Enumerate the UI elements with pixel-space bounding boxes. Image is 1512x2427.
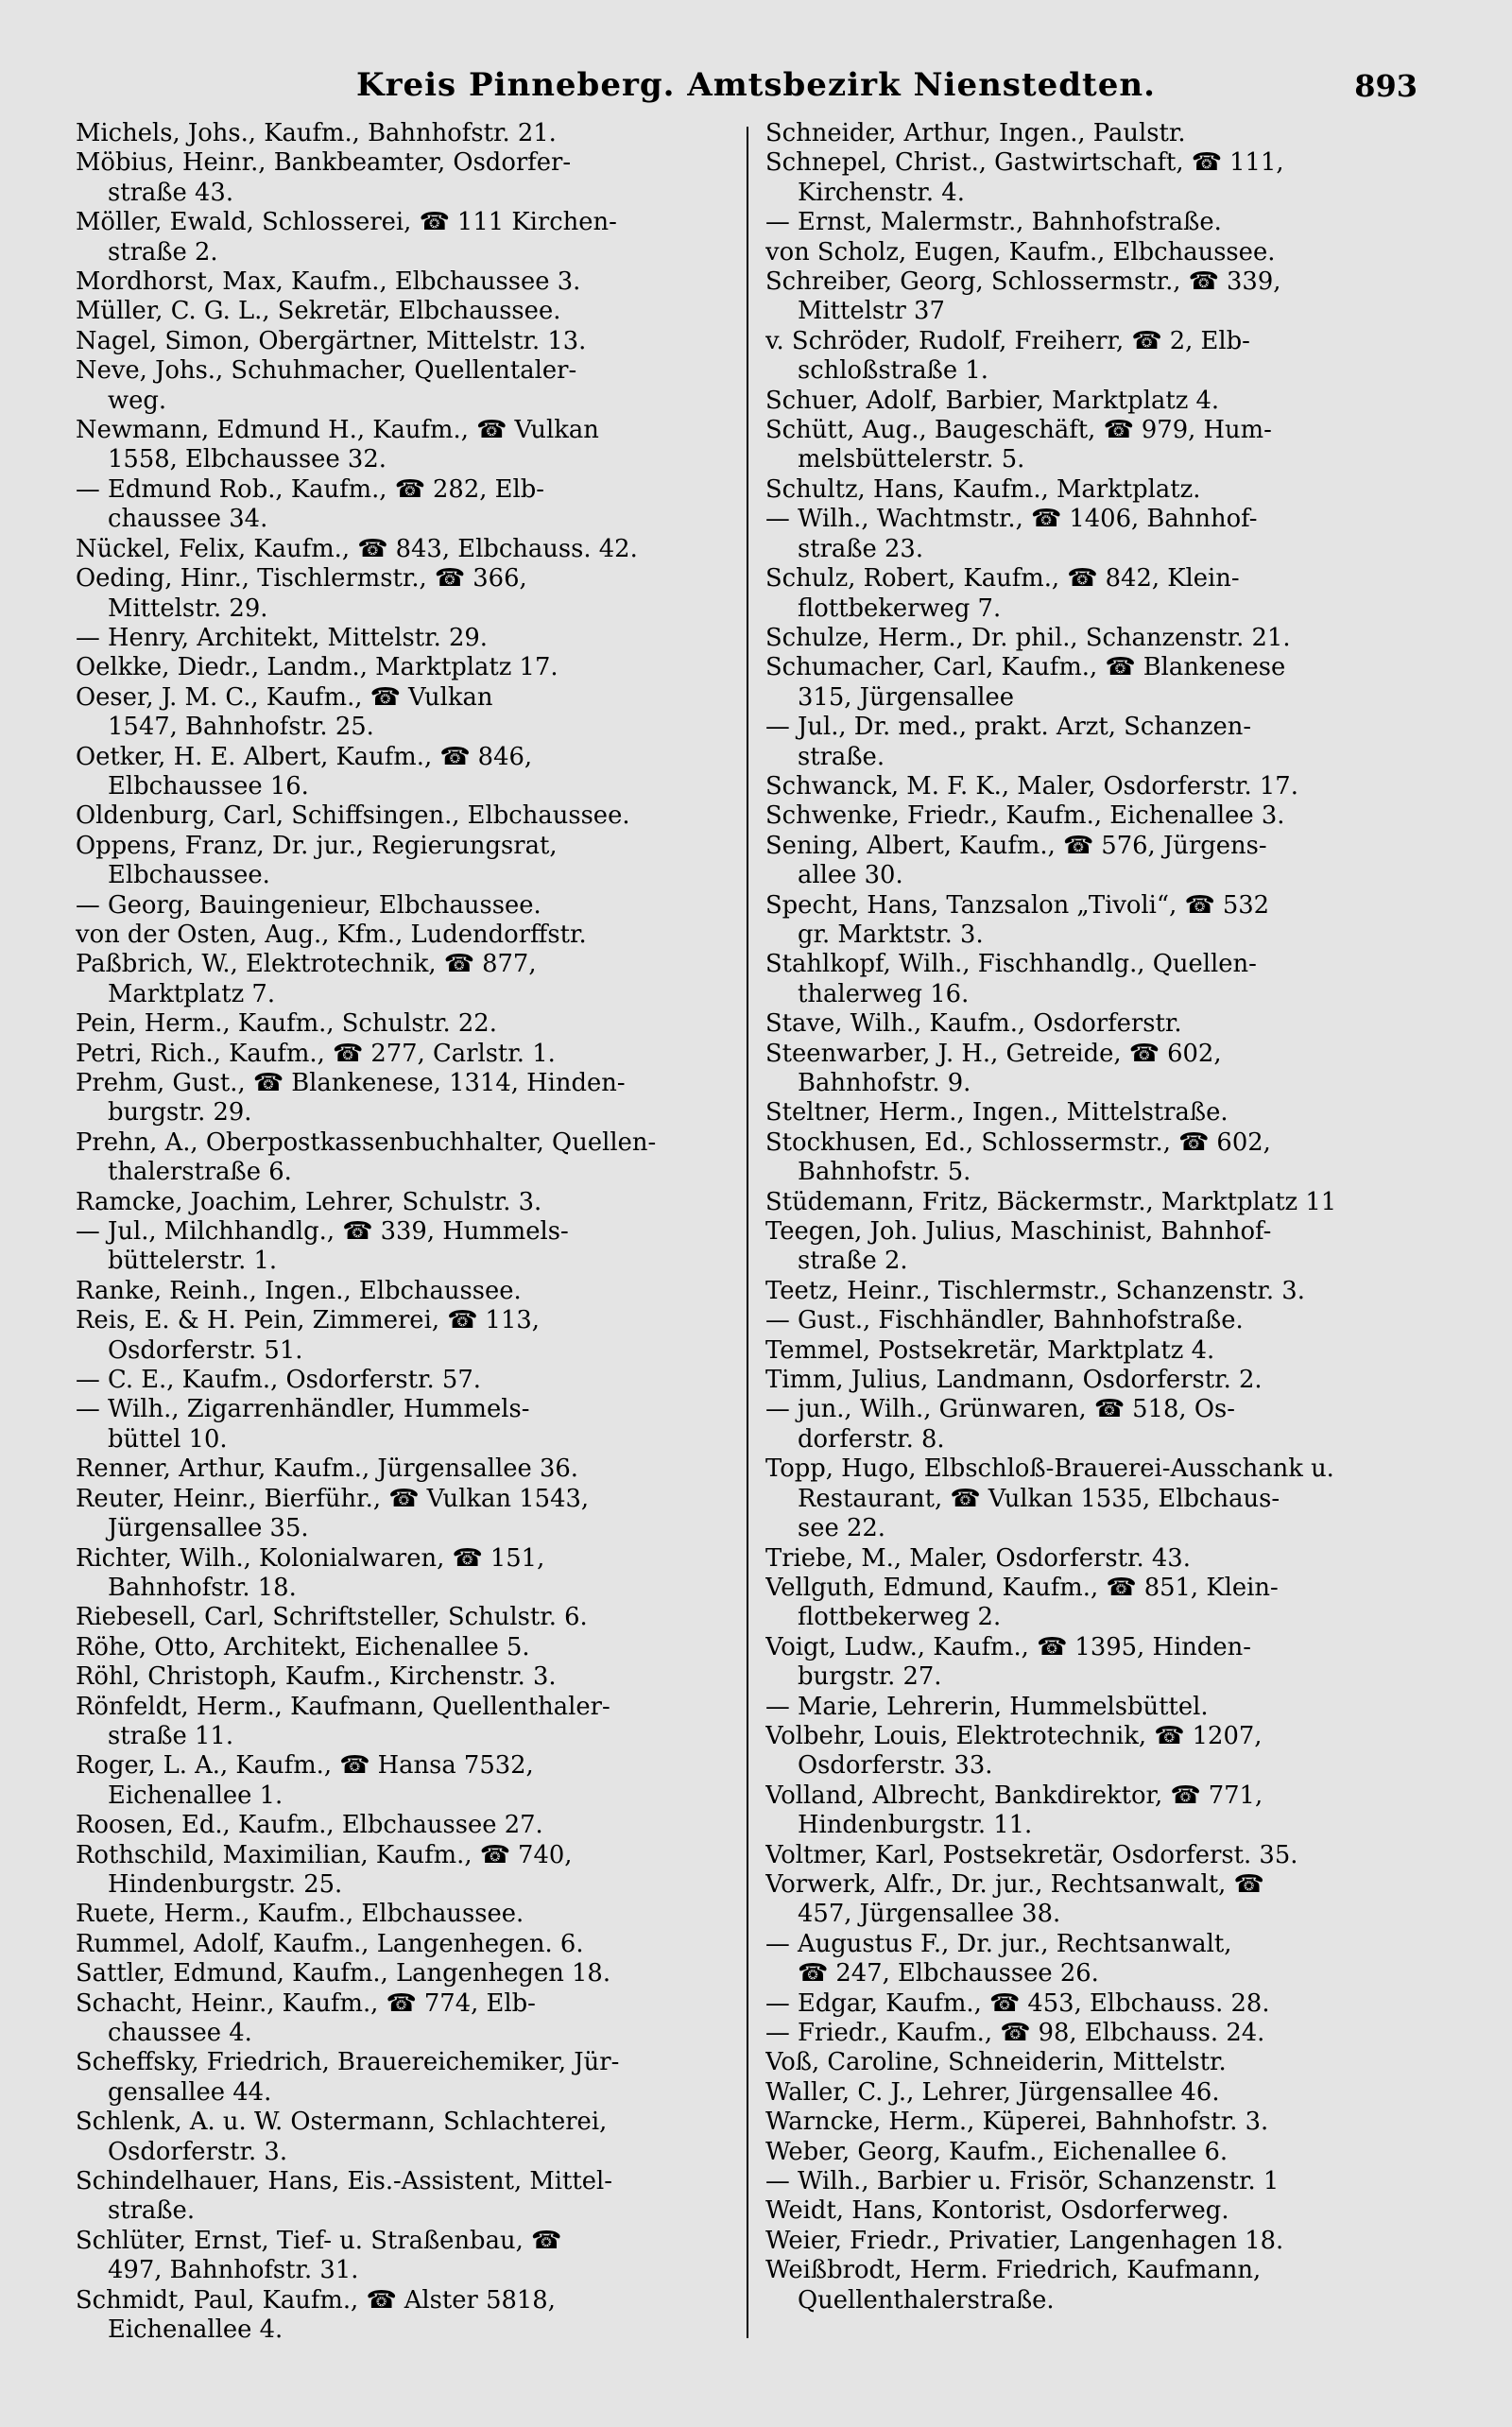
- page-number: 893: [1354, 68, 1418, 104]
- entry-continuation: ☎ 247, Elbchaussee 26.: [798, 1959, 1099, 1988]
- entry-line: Riebesell, Carl, Schriftsteller, Schulstr. 6.: [76, 1603, 588, 1632]
- directory-entry: [765, 1454, 1427, 1543]
- entry-continuation: flottbekerweg 7.: [798, 594, 1002, 623]
- entry-line: — Henry, Architekt, Mittelstr. 29.: [76, 623, 489, 652]
- entry-continuation: 315, Jürgensallee: [798, 682, 1014, 712]
- entry-continuation: chaussee 4.: [108, 2019, 252, 2047]
- entry-line: Vellguth, Edmund, Kaufm., ☎ 851, Klein-: [765, 1573, 1279, 1602]
- entry-continuation: Hindenburgstr. 25.: [108, 1869, 343, 1899]
- entry-line: Roosen, Ed., Kaufm., Elbchaussee 27.: [76, 1811, 543, 1840]
- entry-line: — Edgar, Kaufm., ☎ 453, Elbchauss. 28.: [765, 1988, 1270, 2018]
- directory-entry: [765, 1693, 1427, 1722]
- directory-entry: [765, 267, 1427, 327]
- column-divider: [747, 127, 748, 2338]
- entry-line: — Edmund Rob., Kaufm., ☎ 282, Elb-: [76, 474, 544, 504]
- directory-entry: [765, 148, 1427, 208]
- entry-line: Stave, Wilh., Kaufm., Osdorferstr.: [765, 1009, 1182, 1039]
- left-column: [76, 119, 737, 2387]
- entry-line: — Georg, Bauingenieur, Elbchaussee.: [76, 890, 541, 920]
- entry-line: Schnepel, Christ., Gastwirtschaft, ☎ 111,: [765, 148, 1284, 178]
- directory-entry: [76, 1277, 737, 1306]
- entry-continuation: Bahnhofstr. 5.: [798, 1158, 971, 1187]
- entry-line: — jun., Wilh., Grünwaren, ☎ 518, Os-: [765, 1395, 1235, 1424]
- directory-entry: [765, 653, 1427, 713]
- entry-line: Oppens, Franz, Dr. jur., Regierungsrat,: [76, 831, 558, 860]
- entry-continuation: weg.: [108, 386, 167, 415]
- entry-line: Temmel, Postsekretär, Marktplatz 4.: [765, 1335, 1215, 1365]
- entry-continuation: 1547, Bahnhofstr. 25.: [108, 713, 374, 742]
- directory-entry: [76, 743, 737, 802]
- entry-line: Steenwarber, J. H., Getreide, ☎ 602,: [765, 1039, 1222, 1068]
- directory-entry: [76, 2167, 737, 2227]
- entry-line: Schlüter, Ernst, Tief- u. Straßenbau, ☎: [76, 2226, 562, 2255]
- entry-line: Schindelhauer, Hans, Eis.-Assistent, Mittel-: [76, 2167, 613, 2196]
- entry-line: Pein, Herm., Kaufm., Schulstr. 22.: [76, 1009, 497, 1039]
- entry-line: Voltmer, Karl, Postsekretär, Osdorferst. 35.: [765, 1840, 1298, 1869]
- directory-entry: [765, 801, 1427, 831]
- entry-line: Paßbrich, W., Elektrotechnik, ☎ 877,: [76, 950, 537, 979]
- directory-entry: [76, 1751, 737, 1811]
- entry-line: Schreiber, Georg, Schlossermstr., ☎ 339,: [765, 267, 1281, 297]
- entry-continuation: Jürgensallee 35.: [108, 1514, 309, 1543]
- entry-line: Schuer, Adolf, Barbier, Marktplatz 4.: [765, 386, 1220, 415]
- entry-line: Schlenk, A. u. W. Ostermann, Schlachterei,: [76, 2108, 608, 2137]
- directory-entry: [765, 1217, 1427, 1277]
- entry-line: Oldenburg, Carl, Schiffsingen., Elbchaussee.: [76, 801, 630, 831]
- entry-continuation: Marktplatz 7.: [108, 979, 276, 1008]
- directory-entry: [76, 653, 737, 682]
- entry-continuation: schloßstraße 1.: [798, 356, 988, 386]
- entry-line: Sattler, Edmund, Kaufm., Langenhegen 18.: [76, 1959, 611, 1988]
- entry-continuation: gensallee 44.: [108, 2077, 272, 2107]
- entry-line: Stüdemann, Fritz, Bäckermstr., Marktplatz 11: [765, 1187, 1337, 1216]
- directory-entry: [76, 1544, 737, 1604]
- entry-line: Warncke, Herm., Küperei, Bahnhofstr. 3.: [765, 2108, 1269, 2137]
- directory-entry: [76, 2048, 737, 2108]
- entry-continuation: thalerstraße 6.: [108, 1158, 292, 1187]
- directory-entry: [765, 2019, 1427, 2048]
- entry-continuation: büttel 10.: [108, 1424, 228, 1454]
- directory-entry: [76, 2108, 737, 2167]
- entry-line: Röhe, Otto, Architekt, Eichenallee 5.: [76, 1632, 530, 1661]
- entry-line: Sening, Albert, Kaufm., ☎ 576, Jürgens-: [765, 831, 1267, 860]
- directory-entry: [765, 1395, 1427, 1454]
- entry-line: Rönfeldt, Herm., Kaufmann, Quellenthaler-: [76, 1692, 610, 1721]
- directory-entry: [76, 297, 737, 326]
- entry-line: Schütt, Aug., Baugeschäft, ☎ 979, Hum-: [765, 416, 1272, 445]
- directory-entry: [76, 1306, 737, 1366]
- directory-entry: [76, 1841, 737, 1901]
- directory-entry: [765, 1098, 1427, 1127]
- entry-line: Schulz, Robert, Kaufm., ☎ 842, Klein-: [765, 564, 1240, 594]
- entry-line: — Gust., Fischhändler, Bahnhofstraße.: [765, 1306, 1244, 1335]
- directory-entry: [76, 416, 737, 475]
- entry-line: Reuter, Heinr., Bierführ., ☎ Vulkan 1543,: [76, 1484, 590, 1513]
- entry-line: Oeding, Hinr., Tischlermstr., ☎ 366,: [76, 564, 527, 594]
- entry-line: Rummel, Adolf, Kaufm., Langenhegen. 6.: [76, 1929, 584, 1958]
- entry-line: Nagel, Simon, Obergärtner, Mittelstr. 13.: [76, 326, 587, 355]
- directory-entry: [76, 356, 737, 416]
- entry-continuation: allee 30.: [798, 861, 903, 890]
- directory-entry: [765, 2048, 1427, 2077]
- entry-continuation: Bahnhofstr. 9.: [798, 1069, 971, 1097]
- entry-continuation: flottbekerweg 2.: [798, 1603, 1002, 1632]
- entry-line: — Wilh., Wachtmstr., ☎ 1406, Bahnhof-: [765, 505, 1258, 534]
- entry-line: Teegen, Joh. Julius, Maschinist, Bahnhof-: [765, 1217, 1272, 1247]
- entry-line: — Marie, Lehrerin, Hummelsbüttel.: [765, 1692, 1209, 1721]
- directory-entry: [765, 1782, 1427, 1841]
- directory-entry: [765, 1633, 1427, 1693]
- entry-line: von Scholz, Eugen, Kaufm., Elbchaussee.: [765, 237, 1276, 267]
- entry-continuation: straße 2.: [798, 1247, 908, 1276]
- entry-continuation: Mittelstr 37: [798, 297, 945, 326]
- entry-line: Volbehr, Louis, Elektrotechnik, ☎ 1207,: [765, 1721, 1263, 1750]
- directory-entry: [765, 1870, 1427, 1930]
- entry-continuation: straße.: [798, 742, 885, 771]
- directory-entry: [765, 2256, 1427, 2315]
- directory-entry: [765, 891, 1427, 951]
- entry-line: Oeser, J. M. C., Kaufm., ☎ Vulkan: [76, 682, 493, 712]
- entry-line: Prehn, A., Oberpostkassenbuchhalter, Quellen-: [76, 1127, 657, 1157]
- directory-entry: [765, 1574, 1427, 1633]
- entry-line: Stahlkopf, Wilh., Fischhandlg., Quellen-: [765, 950, 1257, 979]
- entry-continuation: büttelerstr. 1.: [108, 1247, 278, 1276]
- directory-entry: [765, 1336, 1427, 1366]
- entry-line: Petri, Rich., Kaufm., ☎ 277, Carlstr. 1.: [76, 1039, 556, 1068]
- entry-line: Prehm, Gust., ☎ Blankenese, 1314, Hinden-: [76, 1069, 626, 1097]
- entry-line: Ramcke, Joachim, Lehrer, Schulstr. 3.: [76, 1187, 542, 1216]
- directory-entry: [76, 119, 737, 148]
- directory-entry: [76, 1633, 737, 1662]
- entry-continuation: 1558, Elbchaussee 32.: [108, 445, 387, 474]
- directory-entry: [765, 1722, 1427, 1782]
- directory-entry: [76, 1454, 737, 1484]
- entry-continuation: Eichenallee 1.: [108, 1781, 284, 1810]
- page-title: Kreis Pinneberg. Amtsbezirk Nienstedten.: [356, 66, 1156, 104]
- entry-continuation: Elbchaussee.: [108, 861, 270, 890]
- directory-entry: [765, 119, 1427, 148]
- entry-line: Richter, Wilh., Kolonialwaren, ☎ 151,: [76, 1543, 545, 1573]
- entry-continuation: Osdorferstr. 3.: [108, 2137, 288, 2166]
- directory-entry: [76, 624, 737, 653]
- entry-line: Weißbrodt, Herm. Friedrich, Kaufmann,: [765, 2256, 1262, 2285]
- directory-entry: [76, 564, 737, 624]
- entry-continuation: Bahnhofstr. 18.: [108, 1573, 297, 1602]
- page-header: [76, 66, 1436, 113]
- entry-line: Schmidt, Paul, Kaufm., ☎ Alster 5818,: [76, 2285, 556, 2315]
- entry-continuation: straße 43.: [108, 178, 234, 207]
- directory-entry: [765, 1277, 1427, 1306]
- entry-continuation: straße 23.: [798, 534, 924, 563]
- entry-line: Triebe, M., Maler, Osdorferstr. 43.: [765, 1543, 1191, 1573]
- entry-continuation: see 22.: [798, 1514, 885, 1543]
- directory-entry: [765, 2227, 1427, 2256]
- entry-line: Ranke, Reinh., Ingen., Elbchaussee.: [76, 1276, 522, 1305]
- directory-entry: [76, 921, 737, 950]
- entry-line: Schneider, Arthur, Ingen., Paulstr.: [765, 119, 1186, 147]
- entry-continuation: chaussee 34.: [108, 505, 268, 534]
- entry-line: Möller, Ewald, Schlosserei, ☎ 111 Kirchen-: [76, 208, 617, 237]
- directory-entry: [76, 1009, 737, 1039]
- directory-entry: [765, 772, 1427, 801]
- directory-entry: [76, 1930, 737, 1959]
- entry-line: Weidt, Hans, Kontorist, Osdorferweg.: [765, 2196, 1229, 2226]
- entry-continuation: Restaurant, ☎ Vulkan 1535, Elbchaus-: [798, 1484, 1280, 1513]
- directory-entry: [765, 416, 1427, 475]
- entry-line: Weber, Georg, Kaufm., Eichenallee 6.: [765, 2137, 1228, 2166]
- directory-entry: [76, 148, 737, 208]
- entry-line: Voß, Caroline, Schneiderin, Mittelstr.: [765, 2048, 1227, 2077]
- entry-continuation: melsbüttelerstr. 5.: [798, 445, 1025, 474]
- entry-continuation: 457, Jürgensallee 38.: [798, 1900, 1061, 1929]
- entry-line: Ruete, Herm., Kaufm., Elbchaussee.: [76, 1900, 524, 1929]
- directory-entry: [765, 238, 1427, 267]
- entry-continuation: straße 11.: [108, 1721, 234, 1750]
- directory-entry: [765, 832, 1427, 891]
- entry-line: Vorwerk, Alfr., Dr. jur., Rechtsanwalt, ☎: [765, 1869, 1264, 1899]
- directory-entry: [765, 505, 1427, 564]
- directory-entry: [765, 1306, 1427, 1335]
- directory-entry: [76, 1662, 737, 1692]
- directory-entry: [76, 801, 737, 831]
- directory-entry: [765, 564, 1427, 624]
- entry-line: Schwanck, M. F. K., Maler, Osdorferstr. 17.: [765, 771, 1298, 800]
- entry-continuation: dorferstr. 8.: [798, 1424, 945, 1454]
- directory-entry: [76, 1959, 737, 1988]
- entry-line: Mordhorst, Max, Kaufm., Elbchaussee 3.: [76, 267, 581, 297]
- entry-line: Schwenke, Friedr., Kaufm., Eichenallee 3.: [765, 801, 1285, 831]
- entry-continuation: gr. Marktstr. 3.: [798, 920, 984, 949]
- entry-continuation: burgstr. 27.: [798, 1662, 942, 1692]
- directory-entry: [76, 683, 737, 743]
- entry-line: Steltner, Herm., Ingen., Mittelstraße.: [765, 1098, 1228, 1127]
- entry-continuation: Elbchaussee 16.: [108, 771, 309, 800]
- directory-entry: [76, 1989, 737, 2049]
- entry-continuation: Kirchenstr. 4.: [798, 178, 965, 207]
- directory-entry: [765, 475, 1427, 505]
- directory-entry: [765, 1128, 1427, 1188]
- directory-entry: [76, 1811, 737, 1840]
- entry-line: Waller, C. J., Lehrer, Jürgensallee 46.: [765, 2077, 1220, 2107]
- directory-entry: [76, 267, 737, 297]
- entry-continuation: straße 2.: [108, 237, 218, 267]
- entry-line: v. Schröder, Rudolf, Freiherr, ☎ 2, Elb-: [765, 326, 1250, 355]
- entry-line: Reis, E. & H. Pein, Zimmerei, ☎ 113,: [76, 1306, 540, 1335]
- entry-line: Schultz, Hans, Kaufm., Marktplatz.: [765, 474, 1201, 504]
- directory-entry: [76, 1188, 737, 1217]
- entry-line: Voigt, Ludw., Kaufm., ☎ 1395, Hinden-: [765, 1632, 1251, 1661]
- directory-entry: [76, 2286, 737, 2346]
- entry-line: Roger, L. A., Kaufm., ☎ Hansa 7532,: [76, 1751, 534, 1781]
- entry-line: Müller, C. G. L., Sekretär, Elbchaussee.: [76, 297, 561, 326]
- directory-entry: [765, 1188, 1427, 1217]
- directory-entry: [765, 1366, 1427, 1395]
- entry-continuation: burgstr. 29.: [108, 1098, 252, 1127]
- entry-line: — Wilh., Zigarrenhändler, Hummels-: [76, 1395, 530, 1424]
- entry-continuation: Mittelstr. 29.: [108, 594, 268, 623]
- directory-entry: [76, 1366, 737, 1395]
- directory-entry: [765, 2078, 1427, 2108]
- directory-entry: [76, 891, 737, 921]
- entry-continuation: 497, Bahnhofstr. 31.: [108, 2256, 359, 2285]
- directory-entry: [765, 1009, 1427, 1039]
- directory-entry: [765, 1040, 1427, 1099]
- directory-entry: [76, 832, 737, 891]
- directory-entry: [765, 624, 1427, 653]
- entry-line: von der Osten, Aug., Kfm., Ludendorffstr.: [76, 920, 587, 949]
- entry-line: Weier, Friedr., Privatier, Langenhagen 18.: [765, 2226, 1284, 2255]
- entry-line: Oelkke, Diedr., Landm., Marktplatz 17.: [76, 653, 558, 682]
- directory-entry: [765, 327, 1427, 387]
- entry-line: Timm, Julius, Landmann, Osdorferstr. 2.: [765, 1366, 1263, 1395]
- directory-entry: [76, 208, 737, 267]
- entry-line: Scheffsky, Friedrich, Brauereichemiker, Jür-: [76, 2048, 620, 2077]
- directory-entry: [765, 208, 1427, 237]
- directory-entry: [765, 950, 1427, 1009]
- directory-entry: [76, 535, 737, 564]
- entry-line: — Ernst, Malermstr., Bahnhofstraße.: [765, 208, 1222, 237]
- directory-entry: [76, 475, 737, 535]
- entry-line: Oetker, H. E. Albert, Kaufm., ☎ 846,: [76, 742, 533, 771]
- entry-line: Röhl, Christoph, Kaufm., Kirchenstr. 3.: [76, 1662, 557, 1692]
- entry-line: Rothschild, Maximilian, Kaufm., ☎ 740,: [76, 1840, 573, 1869]
- directory-entry: [765, 2138, 1427, 2167]
- entry-continuation: Quellenthalerstraße.: [798, 2285, 1055, 2315]
- entry-line: Teetz, Heinr., Tischlermstr., Schanzenstr. 3.: [765, 1276, 1305, 1305]
- entry-line: — Friedr., Kaufm., ☎ 98, Elbchauss. 24.: [765, 2019, 1265, 2047]
- entry-line: — Augustus F., Dr. jur., Rechtsanwalt,: [765, 1929, 1232, 1958]
- directory-entry: [76, 1128, 737, 1188]
- directory-entry: [765, 2196, 1427, 2226]
- directory-entry: [76, 1900, 737, 1929]
- entry-line: Topp, Hugo, Elbschloß-Brauerei-Ausschank u.: [765, 1454, 1334, 1484]
- directory-entry: [76, 950, 737, 1009]
- directory-entry: [76, 327, 737, 356]
- entry-continuation: Eichenallee 4.: [108, 2315, 284, 2345]
- directory-entry: [76, 2227, 737, 2286]
- entry-line: Schumacher, Carl, Kaufm., ☎ Blankenese: [765, 653, 1286, 682]
- entry-line: Volland, Albrecht, Bankdirektor, ☎ 771,: [765, 1781, 1263, 1810]
- directory-entry: [765, 2167, 1427, 2196]
- entry-line: — Wilh., Barbier u. Frisör, Schanzenstr. 1: [765, 2167, 1280, 2196]
- directory-entry: [76, 1069, 737, 1128]
- entry-line: — C. E., Kaufm., Osdorferstr. 57.: [76, 1366, 481, 1395]
- entry-continuation: Osdorferstr. 51.: [108, 1335, 303, 1365]
- directory-entry: [76, 1395, 737, 1454]
- directory-entry: [76, 1217, 737, 1277]
- entry-line: Stockhusen, Ed., Schlossermstr., ☎ 602,: [765, 1127, 1271, 1157]
- directory-entry: [76, 1693, 737, 1752]
- directory-entry: [765, 387, 1427, 416]
- entry-line: Schacht, Heinr., Kaufm., ☎ 774, Elb-: [76, 1988, 536, 2018]
- directory-entry: [765, 1930, 1427, 1989]
- directory-entry: [765, 713, 1427, 772]
- directory-entry: [76, 1040, 737, 1069]
- entry-continuation: straße.: [108, 2196, 196, 2226]
- entry-line: Neve, Johs., Schuhmacher, Quellentaler-: [76, 356, 577, 386]
- entry-line: Newmann, Edmund H., Kaufm., ☎ Vulkan: [76, 416, 599, 445]
- entry-line: Specht, Hans, Tanzsalon „Tivoli“, ☎ 532: [765, 890, 1270, 920]
- entry-continuation: Hindenburgstr. 11.: [798, 1811, 1033, 1840]
- directory-entry: [765, 2108, 1427, 2137]
- entry-continuation: Osdorferstr. 33.: [798, 1751, 993, 1781]
- entry-line: — Jul., Dr. med., prakt. Arzt, Schanzen-: [765, 713, 1252, 742]
- directory-entry: [76, 1603, 737, 1632]
- directory-entry: [765, 1989, 1427, 2019]
- right-column: [765, 119, 1427, 2387]
- entry-line: Nückel, Felix, Kaufm., ☎ 843, Elbchauss. 42.: [76, 534, 638, 563]
- directory-entry: [76, 1485, 737, 1544]
- entry-line: Schulze, Herm., Dr. phil., Schanzenstr. 21.: [765, 623, 1291, 652]
- entry-line: Michels, Johs., Kaufm., Bahnhofstr. 21.: [76, 119, 557, 147]
- directory-entry: [765, 1544, 1427, 1574]
- entry-continuation: thalerweg 16.: [798, 979, 970, 1008]
- directory-entry: [765, 1841, 1427, 1870]
- entry-line: Renner, Arthur, Kaufm., Jürgensallee 36.: [76, 1454, 578, 1484]
- entry-line: — Jul., Milchhandlg., ☎ 339, Hummels-: [76, 1217, 569, 1247]
- entry-line: Möbius, Heinr., Bankbeamter, Osdorfer-: [76, 148, 572, 178]
